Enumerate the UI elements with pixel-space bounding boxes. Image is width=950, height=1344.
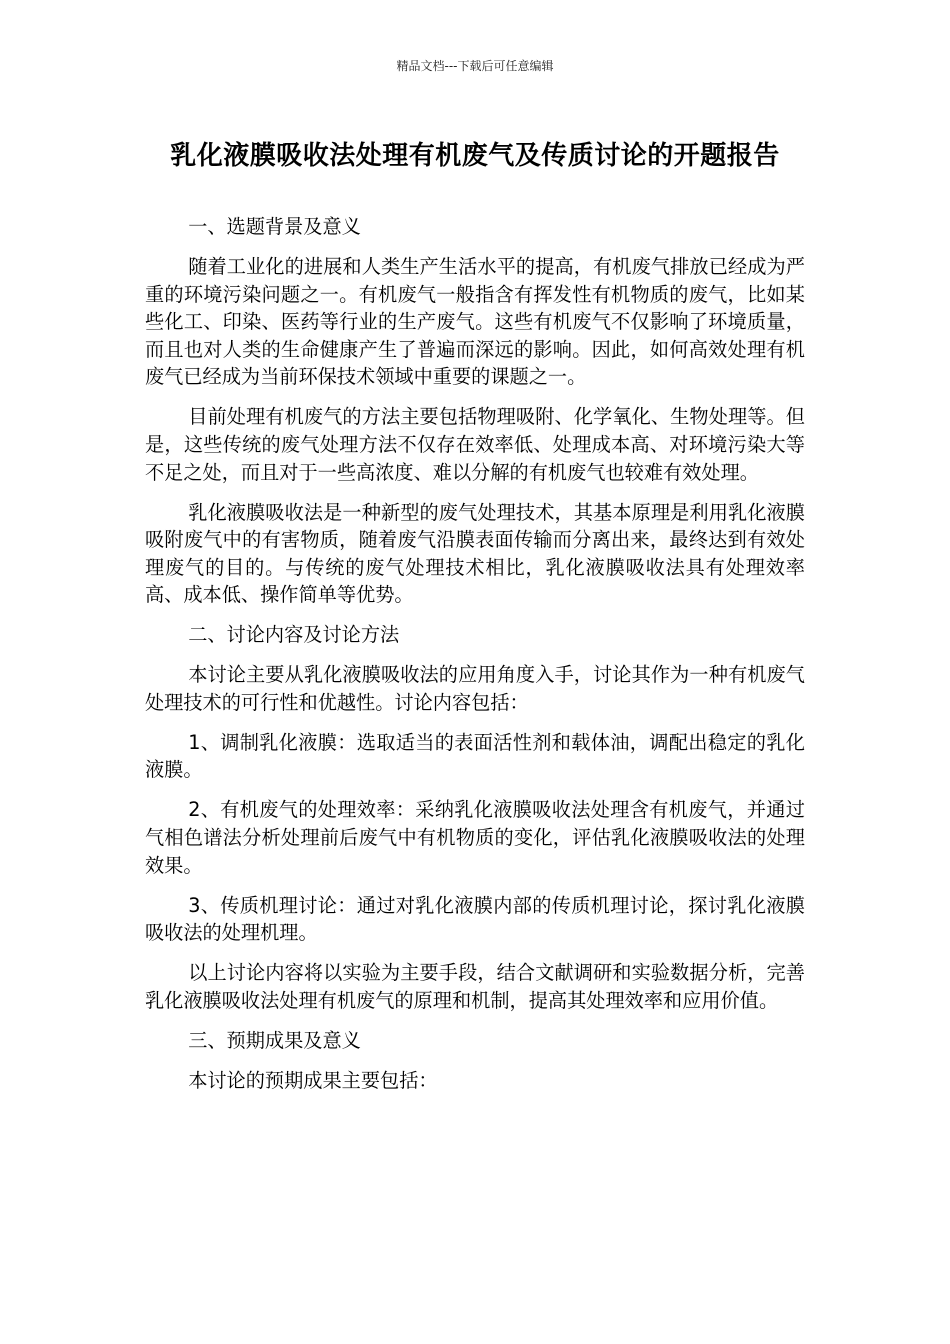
- paragraph-methods-summary: 以上讨论内容将以实验为主要手段，结合文献调研和实验数据分析，完善乳化液膜吸收法处理有机废气的原理和机制，提高其处理效率和应用价值。: [145, 961, 805, 1012]
- header-note: 精品文档---下载后可任意编辑: [396, 59, 554, 73]
- paragraph-expected-results: 本讨论的预期成果主要包括：: [188, 1068, 438, 1092]
- list-item-3: 3、传质机理讨论：通过对乳化液膜内部的传质机理讨论，探讨乳化液膜吸收法的处理机理。: [145, 893, 805, 945]
- paragraph-emulsion-membrane: 乳化液膜吸收法是一种新型的废气处理技术，其基本原理是利用乳化液膜吸附废气中的有害物质，随着废气沿膜表面传输而分离出来，最终达到有效处理废气的目的。与传统的废气处理技术相比，乳化液膜吸收法具有处理效率高、成本低、操作简单等优势。: [145, 500, 805, 607]
- section-heading-2: 二、讨论内容及讨论方法: [188, 623, 400, 647]
- paragraph-background: 随着工业化的进展和人类生产生活水平的提高，有机废气排放已经成为严重的环境污染问题之一。有机废气一般指含有挥发性有机物质的废气，比如某些化工、印染、医药等行业的生产废气。这些有机废气不仅影响了环境质量，而且也对人类的生命健康产生了普遍而深远的影响。因此，如何高效处理有机废气已经成为当前环保技术领域中重要的课题之一。: [145, 254, 805, 389]
- list-item-1: 1、调制乳化液膜：选取适当的表面活性剂和载体油，调配出稳定的乳化液膜。: [145, 730, 805, 782]
- list-item-2: 2、有机废气的处理效率：采纳乳化液膜吸收法处理含有机废气，并通过气相色谱法分析处理前后废气中有机物质的变化，评估乳化液膜吸收法的处理效果。: [145, 798, 805, 877]
- section-heading-3: 三、预期成果及意义: [188, 1028, 361, 1052]
- paragraph-current-methods: 目前处理有机废气的方法主要包括物理吸附、化学氧化、生物处理等。但是，这些传统的废气处理方法不仅存在效率低、处理成本高、对环境污染大等不足之处，而且对于一些高浓度、难以分解的有机废气也较难有效处理。: [145, 405, 805, 484]
- document-title: 乳化液膜吸收法处理有机废气及传质讨论的开题报告: [170, 141, 780, 171]
- paragraph-research-intro: 本讨论主要从乳化液膜吸收法的应用角度入手，讨论其作为一种有机废气处理技术的可行性和优越性。讨论内容包括：: [145, 663, 805, 714]
- section-heading-1: 一、选题背景及意义: [188, 215, 361, 238]
- document-body: [145, 213, 805, 1107]
